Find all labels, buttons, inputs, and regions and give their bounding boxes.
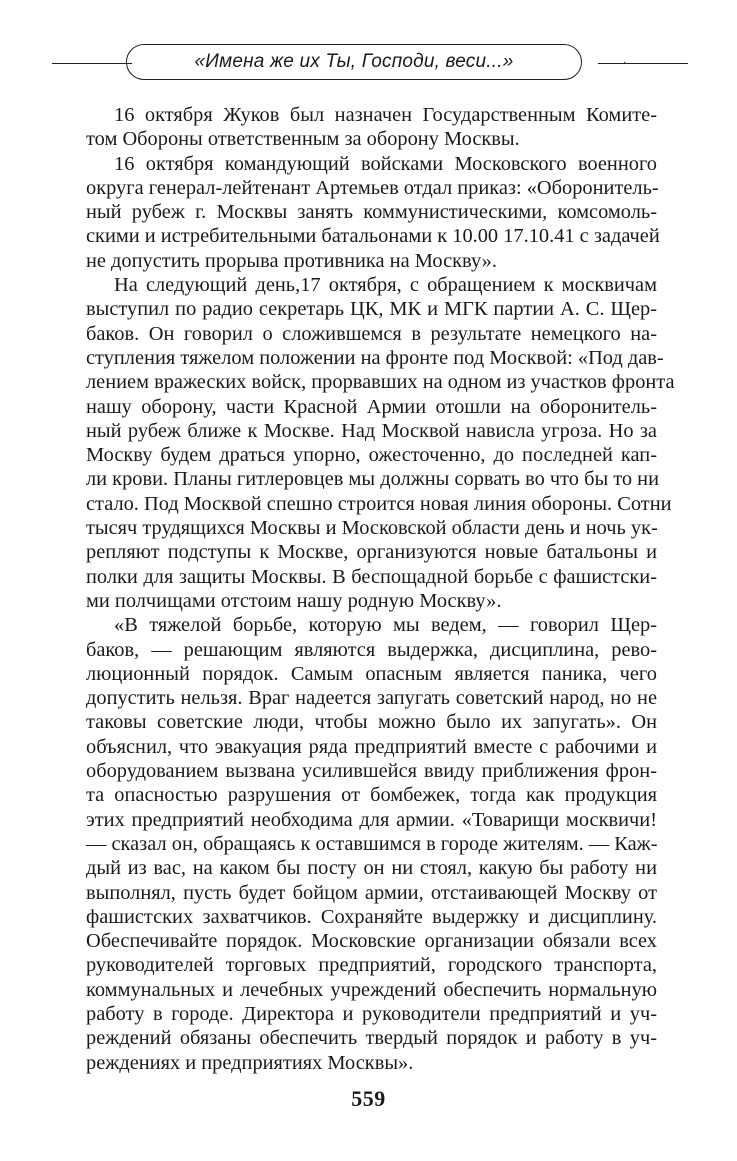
paragraph — [86, 152, 660, 273]
text-line: округа генерал-лейтенант Артемьев отдал приказ: «Оборонитель- — [86, 176, 659, 199]
header-rule-left — [52, 63, 132, 64]
text-line: Обеспечивайте порядок. Московские организации обязали всех — [86, 930, 657, 953]
text-line: люционный порядок. Самым опасным является паника, чего — [86, 662, 657, 685]
text-line: репляют подступы к Москве, организуются новые батальоны и — [86, 541, 657, 564]
text-line: «В тяжелой борьбе, которую мы ведем, — говорил Щер- — [114, 614, 657, 637]
header-mark: . — [623, 55, 626, 66]
text-line: оборудованием вызвана усилившейся ввиду приближения фрон- — [86, 760, 657, 783]
text-line: том Обороны ответственным за оборону Москвы. — [86, 128, 520, 151]
text-line: 16 октября Жуков был назначен Государственным Комите- — [114, 104, 657, 126]
running-header — [52, 42, 688, 82]
text-line: баков, — решающим являются выдержка, дисциплина, рево- — [86, 638, 657, 661]
text-line: скими и истребительными батальонами к 10.00 17.10.41 с задачей — [86, 225, 660, 248]
text-line: таковы советские люди, чтобы можно было их запугать». Он — [86, 711, 657, 734]
text-line: ный рубеж г. Москвы занять коммунистическими, комсомоль- — [86, 201, 657, 224]
paragraph — [86, 103, 657, 152]
page-number: 559 — [351, 1086, 386, 1111]
text-line: полки для защиты Москвы. В беспощадной борьбе с фашистски- — [86, 565, 657, 588]
text-line: тысяч трудящихся Москвы и Московской области день и ночь ук- — [86, 517, 658, 540]
body-text — [86, 103, 675, 1075]
text-line: этих предприятий необходима для армии. «Товарищи москвичи! — [86, 808, 657, 831]
text-line: На следующий день,17 октября, с обращением к москвичам — [114, 274, 657, 297]
text-line: реждениях и предприятиях Москвы». — [86, 1051, 414, 1074]
text-line: лением вражеских войск, прорвавших на одном из участков фронта — [86, 371, 675, 394]
text-line: выполнял, пусть будет бойцом армии, отстаивающей Москву от — [86, 881, 657, 904]
text-line: 16 октября командующий войсками Московского военного — [114, 152, 657, 175]
text-line: выступил по радио секретарь ЦК, МК и МГК партии А. С. Щер- — [86, 298, 657, 321]
text-line: нашу оборону, части Красной Армии отошли на оборонитель- — [86, 395, 657, 418]
text-line: не допустить прорыва противника на Москву». — [86, 249, 497, 272]
header-frame — [126, 44, 582, 80]
text-line: коммунальных и лечебных учреждений обеспечить нормальную — [86, 978, 657, 1001]
text-line: реждений обязаны обеспечить твердый порядок и работу в уч- — [86, 1027, 657, 1050]
text-line: допустить нельзя. Враг надеется запугать советский народ, но не — [86, 687, 657, 710]
header-title: «Имена же их Ты, Господи, веси...» — [194, 51, 514, 72]
text-line: ли крови. Планы гитлеровцев мы должны сорвать во что бы то ни — [86, 468, 659, 491]
text-line: — сказал он, обращаясь к оставшимся в городе жителям. — Каж- — [86, 832, 658, 855]
text-line: дый из вас, на каком бы посту он ни стоял, какую бы работу ни — [86, 857, 657, 880]
text-line: ный рубеж ближе к Москве. Над Москвой нависла угроза. Но за — [86, 419, 657, 442]
text-line: фашистских захватчиков. Сохраняйте выдержку и дисциплину. — [86, 905, 657, 928]
text-line: объяснил, что эвакуация ряда предприятий вместе с рабочими и — [86, 735, 657, 758]
text-line: Москву будем драться упорно, ожесточенно, до последней кап- — [86, 444, 657, 467]
text-line: ступления тяжелом положении на фронте под Москвой: «Под дав- — [86, 346, 664, 369]
text-line: стало. Под Москвой спешно строится новая линия обороны. Сотни — [86, 492, 672, 515]
text-line: та опасностью разрушения от бомбежек, тогда как продукция — [86, 784, 657, 807]
text-line: ми полчищами отстоим нашу родную Москву». — [86, 589, 502, 612]
header-rule-right — [598, 63, 688, 64]
text-line: работу в городе. Директора и руководители предприятий и уч- — [86, 1002, 657, 1025]
paragraph — [86, 273, 675, 613]
paragraph — [86, 613, 657, 1075]
text-line: руководителей торговых предприятий, городского транспорта, — [86, 954, 657, 977]
text-line: баков. Он говорил о сложившемся в результате немецкого на- — [86, 322, 657, 345]
